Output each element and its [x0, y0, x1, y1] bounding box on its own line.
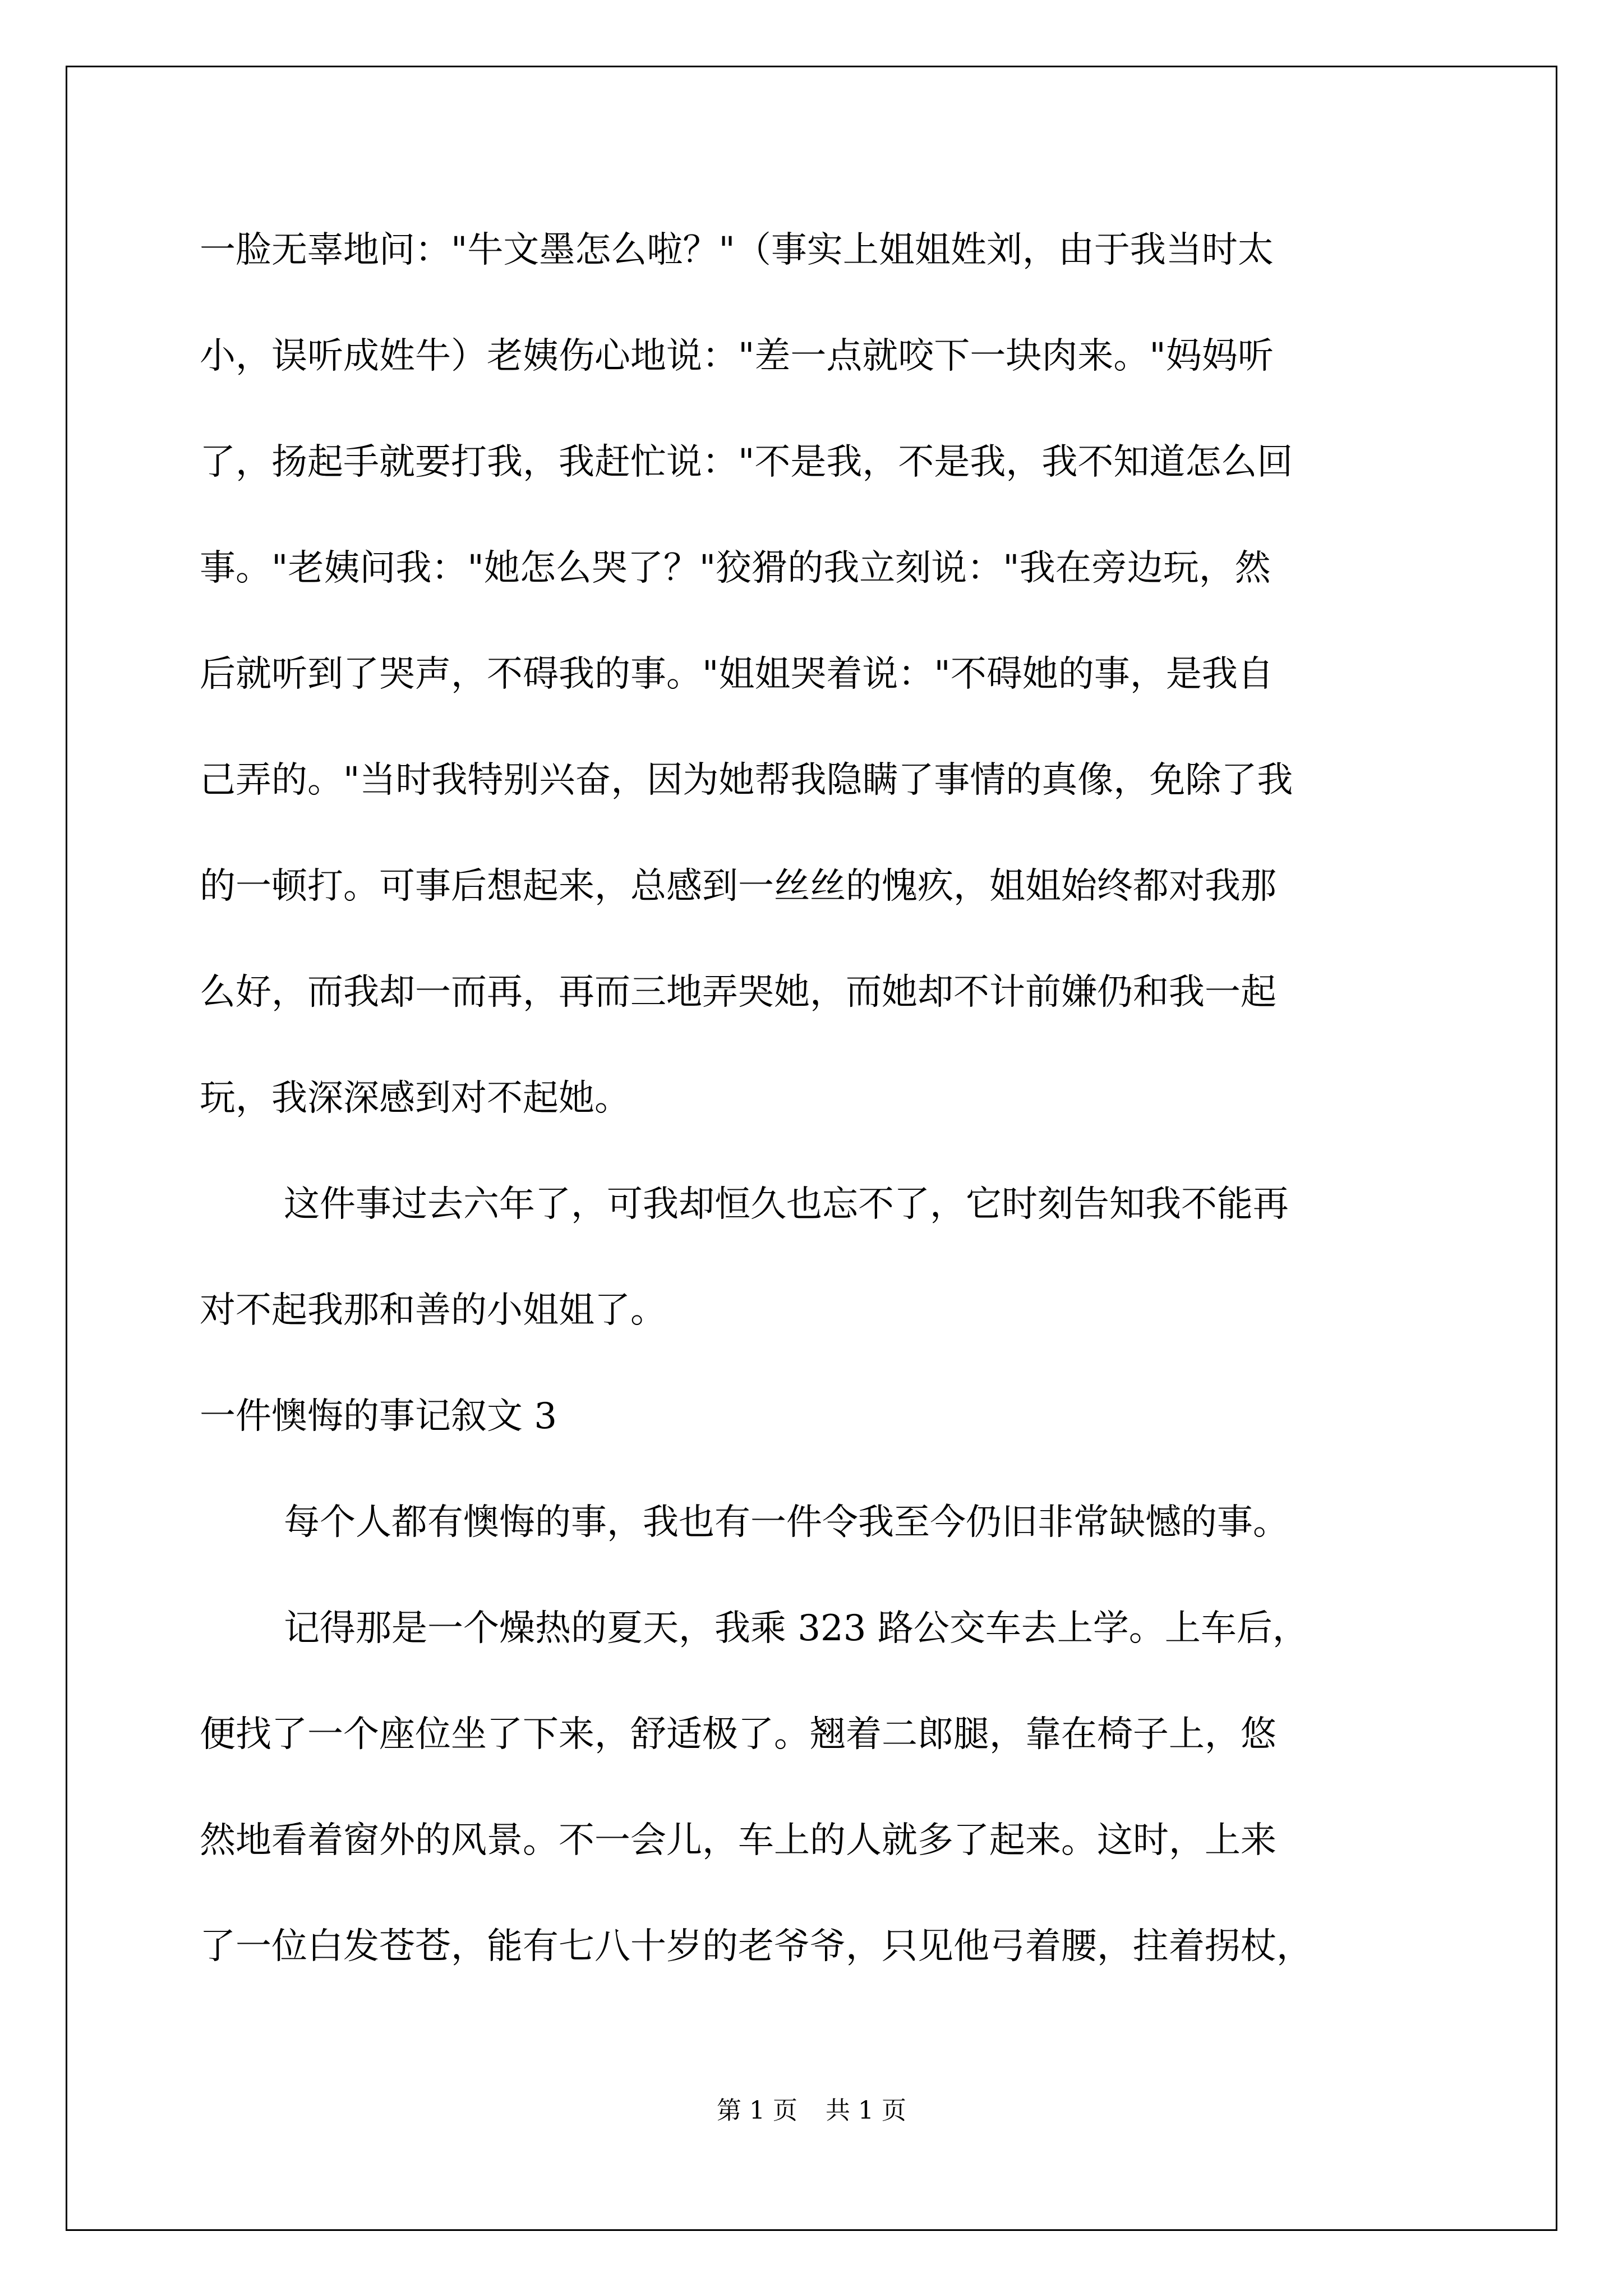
paragraph-first-line: 这件事过去六年了，可我却恒久也忘不了，它时刻告知我不能再 [284, 1184, 1289, 1225]
text-line: 事。"老姨问我："她怎么哭了？"狡猾的我立刻说："我在旁边玩，然 [200, 547, 1271, 589]
text-line: 然地看着窗外的风景。不一会儿，车上的人就多了起来。这时，上来 [200, 1820, 1276, 1861]
paragraph-first-line: 记得那是一个燥热的夏天，我乘 323 路公交车去上学。上车后， [284, 1608, 1308, 1649]
page-number: 第 1 页 [717, 2096, 797, 2125]
text-line: 一脸无辜地问："牛文墨怎么啦？"（事实上姐姐姓刘，由于我当时太 [200, 229, 1274, 271]
page-total: 共 1 页 [826, 2096, 906, 2125]
text-line: 对不起我那和善的小姐姐了。 [200, 1290, 666, 1331]
page-border [66, 66, 1557, 2231]
text-line: 么好，而我却一而再，再而三地弄哭她，而她却不计前嫌仍和我一起 [200, 972, 1276, 1013]
text-line: 己弄的。"当时我特别兴奋，因为她帮我隐瞒了事情的真像，免除了我 [200, 760, 1293, 801]
paragraph-first-line: 每个人都有懊悔的事，我也有一件令我至今仍旧非常缺憾的事。 [284, 1502, 1289, 1543]
text-line: 了一位白发苍苍，能有七八十岁的老爷爷，只见他弓着腰，拄着拐杖， [200, 1926, 1312, 1967]
section-heading: 一件懊悔的事记叙文 3 [200, 1396, 557, 1437]
text-line: 的一顿打。可事后想起来，总感到一丝丝的愧疚，姐姐始终都对我那 [200, 866, 1276, 907]
text-line: 后就听到了哭声，不碍我的事。"姐姐哭着说："不碍她的事，是我自 [200, 654, 1274, 695]
page-footer [0, 2095, 1623, 2127]
text-line: 便找了一个座位坐了下来，舒适极了。翘着二郎腿，靠在椅子上，悠 [200, 1714, 1276, 1755]
text-line: 玩，我深深感到对不起她。 [200, 1078, 630, 1119]
text-line: 小，误听成姓牛）老姨伤心地说："差一点就咬下一块肉来。"妈妈听 [200, 335, 1274, 377]
text-line: 了，扬起手就要打我，我赶忙说："不是我，不是我，我不知道怎么回 [200, 441, 1293, 483]
